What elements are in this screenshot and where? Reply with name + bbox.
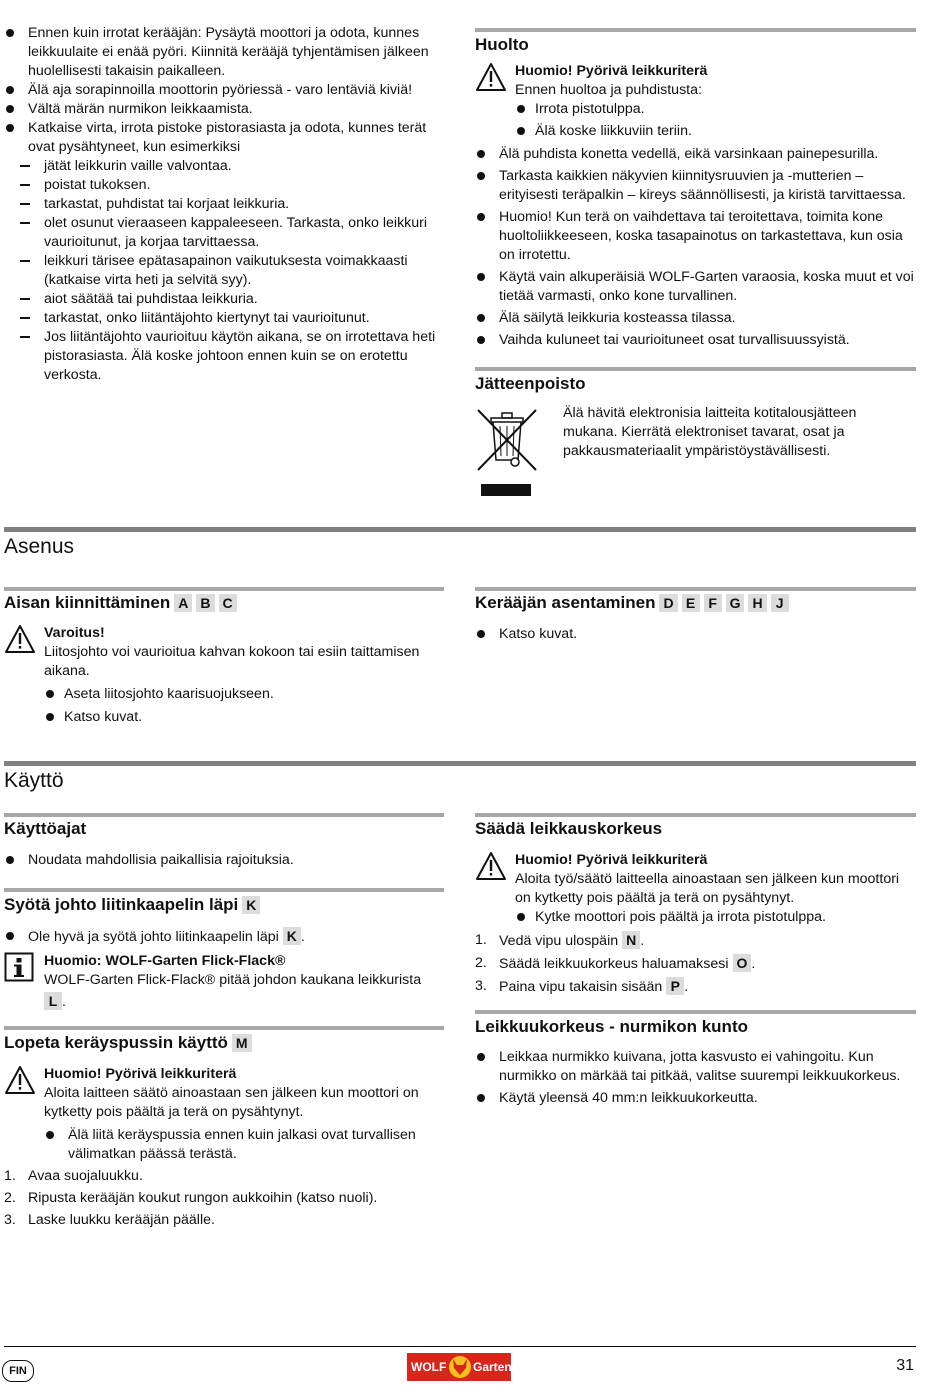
language-code: FIN — [9, 1365, 27, 1377]
divider — [4, 813, 444, 817]
figure-tag: K — [242, 896, 260, 914]
list-item — [4, 1211, 444, 1230]
list-item: Tarkasta kaikkien näkyvien kiinnitysruuvien ja -mutterien – erityisesti teräpalkin – kireys säännöllisesti, ja kiristä tarvittaessa. — [475, 167, 916, 205]
divider — [475, 28, 916, 32]
figure-tag: E — [682, 594, 700, 612]
warning-icon — [475, 62, 507, 98]
keraaja-section — [475, 625, 916, 644]
figure-tag: H — [748, 594, 766, 612]
list-item: Älä säilytä leikkuria kosteassa tilassa. — [475, 309, 916, 328]
safety-bullets — [4, 24, 444, 157]
list-item — [4, 1189, 444, 1208]
jatteenpoisto-text: Älä hävitä elektronisia laitteita kotitalousjätteen mukana. Kierrätä elektroniset tavarat, osat ja pakkausmateriaalit ympäristöystävällisesti. — [563, 405, 857, 459]
divider — [475, 587, 916, 591]
warning-list — [44, 1126, 444, 1164]
figure-tag: O — [733, 954, 752, 972]
divider — [475, 1010, 916, 1014]
saada-heading: Säädä leikkauskorkeus — [475, 819, 663, 838]
list-item — [4, 1167, 444, 1186]
list-item: Ennen kuin irrotat kerääjän: Pysäytä moottori ja odota, kunnes leikkuulaite ei enää pyöri. Kiinnitä kerääjä tyhjentämisen jälkeen huolellisesti takaisin paikalleen. — [4, 24, 444, 81]
page-number: 31 — [896, 1357, 914, 1374]
warning-icon — [4, 1065, 36, 1101]
syota-section — [4, 927, 444, 1012]
figure-tag: D — [659, 594, 677, 612]
warning-icon — [4, 624, 36, 660]
figure-tag: N — [622, 931, 640, 949]
keraaja-list — [475, 625, 916, 644]
wolf-head-icon — [447, 1354, 473, 1386]
step-text: Avaa suojaluukku. — [28, 1168, 143, 1184]
warning-title: Varoitus! — [44, 625, 105, 641]
step-number: 1. — [475, 932, 487, 948]
list-item: poistat tukoksen. — [20, 176, 444, 195]
aisa-section — [4, 624, 444, 727]
step-text: Laske luukku kerääjän päälle. — [28, 1212, 215, 1228]
warning-list — [515, 100, 916, 141]
list-item: Käytä yleensä 40 mm:n leikkuukorkeutta. — [475, 1089, 916, 1108]
logo-text-left: WOLF — [411, 1360, 447, 1374]
warning-list — [44, 685, 444, 727]
list-item: Leikkaa nurmikko kuivana, jotta kasvusto ei vahingoitu. Kun nurmikko on märkää tai pitkää, valitse suurempi leikkuukorkeus. — [475, 1048, 916, 1086]
info-block — [4, 952, 444, 1012]
list-item: Irrota pistotulppa. — [515, 100, 916, 119]
huolto-heading: Huolto — [475, 35, 529, 54]
list-item: Älä puhdista konetta vedellä, eikä varsinkaan painepesurilla. — [475, 145, 916, 164]
step-text: Paina vipu takaisin sisään — [499, 979, 663, 995]
lopeta-section — [4, 1065, 444, 1230]
warning-block — [475, 851, 916, 927]
warning-block — [4, 624, 444, 727]
list-item: tarkastat, puhdistat tai korjaat leikkuria. — [20, 195, 444, 214]
lopeta-title: Lopeta keräyspussin käyttö — [4, 1033, 228, 1052]
step-number: 1. — [4, 1168, 16, 1184]
kaytto-heading: Käyttö — [4, 769, 64, 792]
weee-bin-icon — [474, 404, 540, 504]
footer-rule — [4, 1346, 916, 1347]
info-title: Huomio: WOLF-Garten Flick-Flack® — [44, 953, 286, 969]
divider — [4, 527, 916, 532]
list-item: Ole hyvä ja syötä johto liitinkaapelin läpi K . — [4, 927, 444, 947]
step-text: Ripusta kerääjän koukut rungon aukkoihin (katso nuoli). — [28, 1190, 378, 1206]
syota-list — [4, 927, 444, 947]
syota-title: Syötä johto liitinkaapelin läpi — [4, 895, 239, 914]
list-item: Jos liitäntäjohto vaurioituu käytön aikana, se on irrotettava heti pistorasiasta. Älä koske johtoon ennen kuin se on erotettu verkosta. — [20, 328, 444, 385]
figure-tag: M — [232, 1034, 252, 1052]
divider — [475, 367, 916, 371]
warning-text: Ennen huoltoa ja puhdistusta: — [515, 82, 702, 98]
keraaja-title: Kerääjän asentaminen — [475, 593, 656, 612]
list-item: leikkuri tärisee epätasapainon vaikutuksesta voimakkaasti (katkaise virta heti ja selvitä syy). — [20, 252, 444, 290]
step-number: 3. — [475, 978, 487, 994]
wolf-garten-logo — [407, 1353, 511, 1381]
list-item: Katso kuvat. — [44, 708, 444, 727]
list-item: Katso kuvat. — [475, 625, 916, 644]
warning-title: Huomio! Pyörivä leikkuriterä — [44, 1066, 237, 1082]
list-item: Noudata mahdollisia paikallisia rajoituksia. — [4, 851, 444, 870]
logo-text-right: Garten — [473, 1360, 512, 1374]
figure-tag: F — [704, 594, 722, 612]
figure-tag: B — [196, 594, 214, 612]
figure-tag: L — [44, 992, 62, 1010]
figure-tag: G — [726, 594, 745, 612]
aisa-title: Aisan kiinnittäminen — [4, 593, 171, 612]
list-item: 2. Säädä leikkuukorkeus haluamaksesi O . — [475, 955, 756, 972]
warning-text: Liitosjohto voi vaurioitua kahvan kokoon tai esiin taittamisen aikana. — [44, 644, 420, 679]
figure-tag: A — [174, 594, 192, 612]
lopeta-heading — [4, 1033, 252, 1053]
warning-title: Huomio! Pyörivä leikkuriterä — [515, 852, 708, 868]
list-item: Älä koske liikkuviin teriin. — [515, 122, 916, 141]
kayttoajat-section — [4, 851, 444, 870]
warning-icon — [475, 851, 507, 887]
list-item: tarkastat, onko liitäntäjohto kiertynyt tai vaurioitunut. — [20, 309, 444, 328]
list-item: 1. Vedä vipu ulospäin N . — [475, 932, 645, 949]
aisa-heading — [4, 593, 237, 613]
leikkuukorkeus-heading: Leikkuukorkeus - nurmikon kunto — [475, 1017, 748, 1036]
jatteenpoisto-heading: Jätteenpoisto — [475, 374, 586, 393]
safety-list-left — [4, 24, 444, 385]
syota-heading — [4, 895, 260, 915]
divider — [475, 813, 916, 817]
step-number: 3. — [4, 1212, 16, 1228]
figure-tag: J — [771, 594, 789, 612]
divider — [4, 587, 444, 591]
list-item: Vaihda kuluneet tai vaurioituneet osat turvallisuussyistä. — [475, 331, 916, 350]
step-number: 2. — [475, 955, 487, 971]
list-item: jätät leikkurin vaille valvontaa. — [20, 157, 444, 176]
saada-steps — [475, 931, 916, 997]
kayttoajat-heading: Käyttöajat — [4, 819, 87, 838]
kayttoajat-list — [4, 851, 444, 870]
divider — [4, 761, 916, 766]
leikkuukorkeus-list — [475, 1048, 916, 1108]
info-text: WOLF-Garten Flick-Flack® pitää johdon kaukana leikkurista — [44, 972, 422, 988]
info-tag-line: L . — [44, 992, 444, 1012]
list-item: Katkaise virta, irrota pistoke pistorasiasta ja odota, kunnes terät ovat pysähtyneet, kun esimerkiksi — [4, 119, 444, 157]
asenus-heading: Asenus — [4, 535, 75, 558]
keraaja-heading — [475, 593, 789, 613]
list-item: 3. Paina vipu takaisin sisään P . — [475, 978, 689, 995]
leikkuukorkeus-section — [475, 1048, 916, 1108]
list-item: olet osunut vieraaseen kappaleeseen. Tarkasta, onko leikkuri vaurioitunut, ja korjaa tarvittaessa. — [20, 214, 444, 252]
safety-dash-list — [4, 157, 444, 385]
step-text: Vedä vipu ulospäin — [499, 933, 619, 949]
list-item-text: Ole hyvä ja syötä johto liitinkaapelin läpi — [28, 929, 279, 945]
figure-tag: K — [283, 927, 301, 945]
info-icon — [4, 952, 34, 988]
divider — [4, 888, 444, 892]
list-item: aiot säätää tai puhdistaa leikkuria. — [20, 290, 444, 309]
divider — [4, 1026, 444, 1030]
saada-section — [475, 851, 916, 997]
warning-block — [475, 62, 916, 141]
figure-tag: C — [219, 594, 237, 612]
list-item: Älä liitä keräyspussia ennen kuin jalkasi ovat turvallisen välimatkan päässä terästä. — [44, 1126, 444, 1164]
warning-text: Aloita työ/säätö laitteella ainoastaan sen jälkeen kun moottori on kytketty pois päältä ja terä on pysähtynyt. — [515, 871, 900, 906]
warning-list — [515, 908, 916, 927]
list-item: Vältä märän nurmikon leikkaamista. — [4, 100, 444, 119]
step-number: 2. — [4, 1190, 16, 1206]
list-item: Älä aja sorapinnoilla moottorin pyöriessä - varo lentäviä kiviä! — [4, 81, 444, 100]
language-badge — [2, 1360, 34, 1382]
huolto-list — [475, 145, 916, 350]
warning-block — [4, 1065, 444, 1164]
figure-tag: P — [666, 977, 684, 995]
list-item: Kytke moottori pois päältä ja irrota pistotulppa. — [515, 908, 916, 927]
step-text: Säädä leikkuukorkeus haluamaksesi — [499, 956, 729, 972]
lopeta-steps — [4, 1167, 444, 1230]
huolto-section — [475, 62, 916, 350]
list-item: Käytä vain alkuperäisiä WOLF-Garten varaosia, koska muut et voi tietää varmasti, onko kone turvallinen. — [475, 268, 916, 306]
list-item: Aseta liitosjohto kaarisuojukseen. — [44, 685, 444, 704]
warning-text: Aloita laitteen säätö ainoastaan sen jälkeen kun moottori on kytketty pois päältä ja terä on pysähtynyt. — [44, 1085, 419, 1120]
warning-title: Huomio! Pyörivä leikkuriterä — [515, 63, 708, 79]
list-item: Huomio! Kun terä on vaihdettava tai teroitettava, toimita kone huoltoliikkeeseen, koska tasapainotus on tarkastettava, kun osia on irrotettu. — [475, 208, 916, 265]
